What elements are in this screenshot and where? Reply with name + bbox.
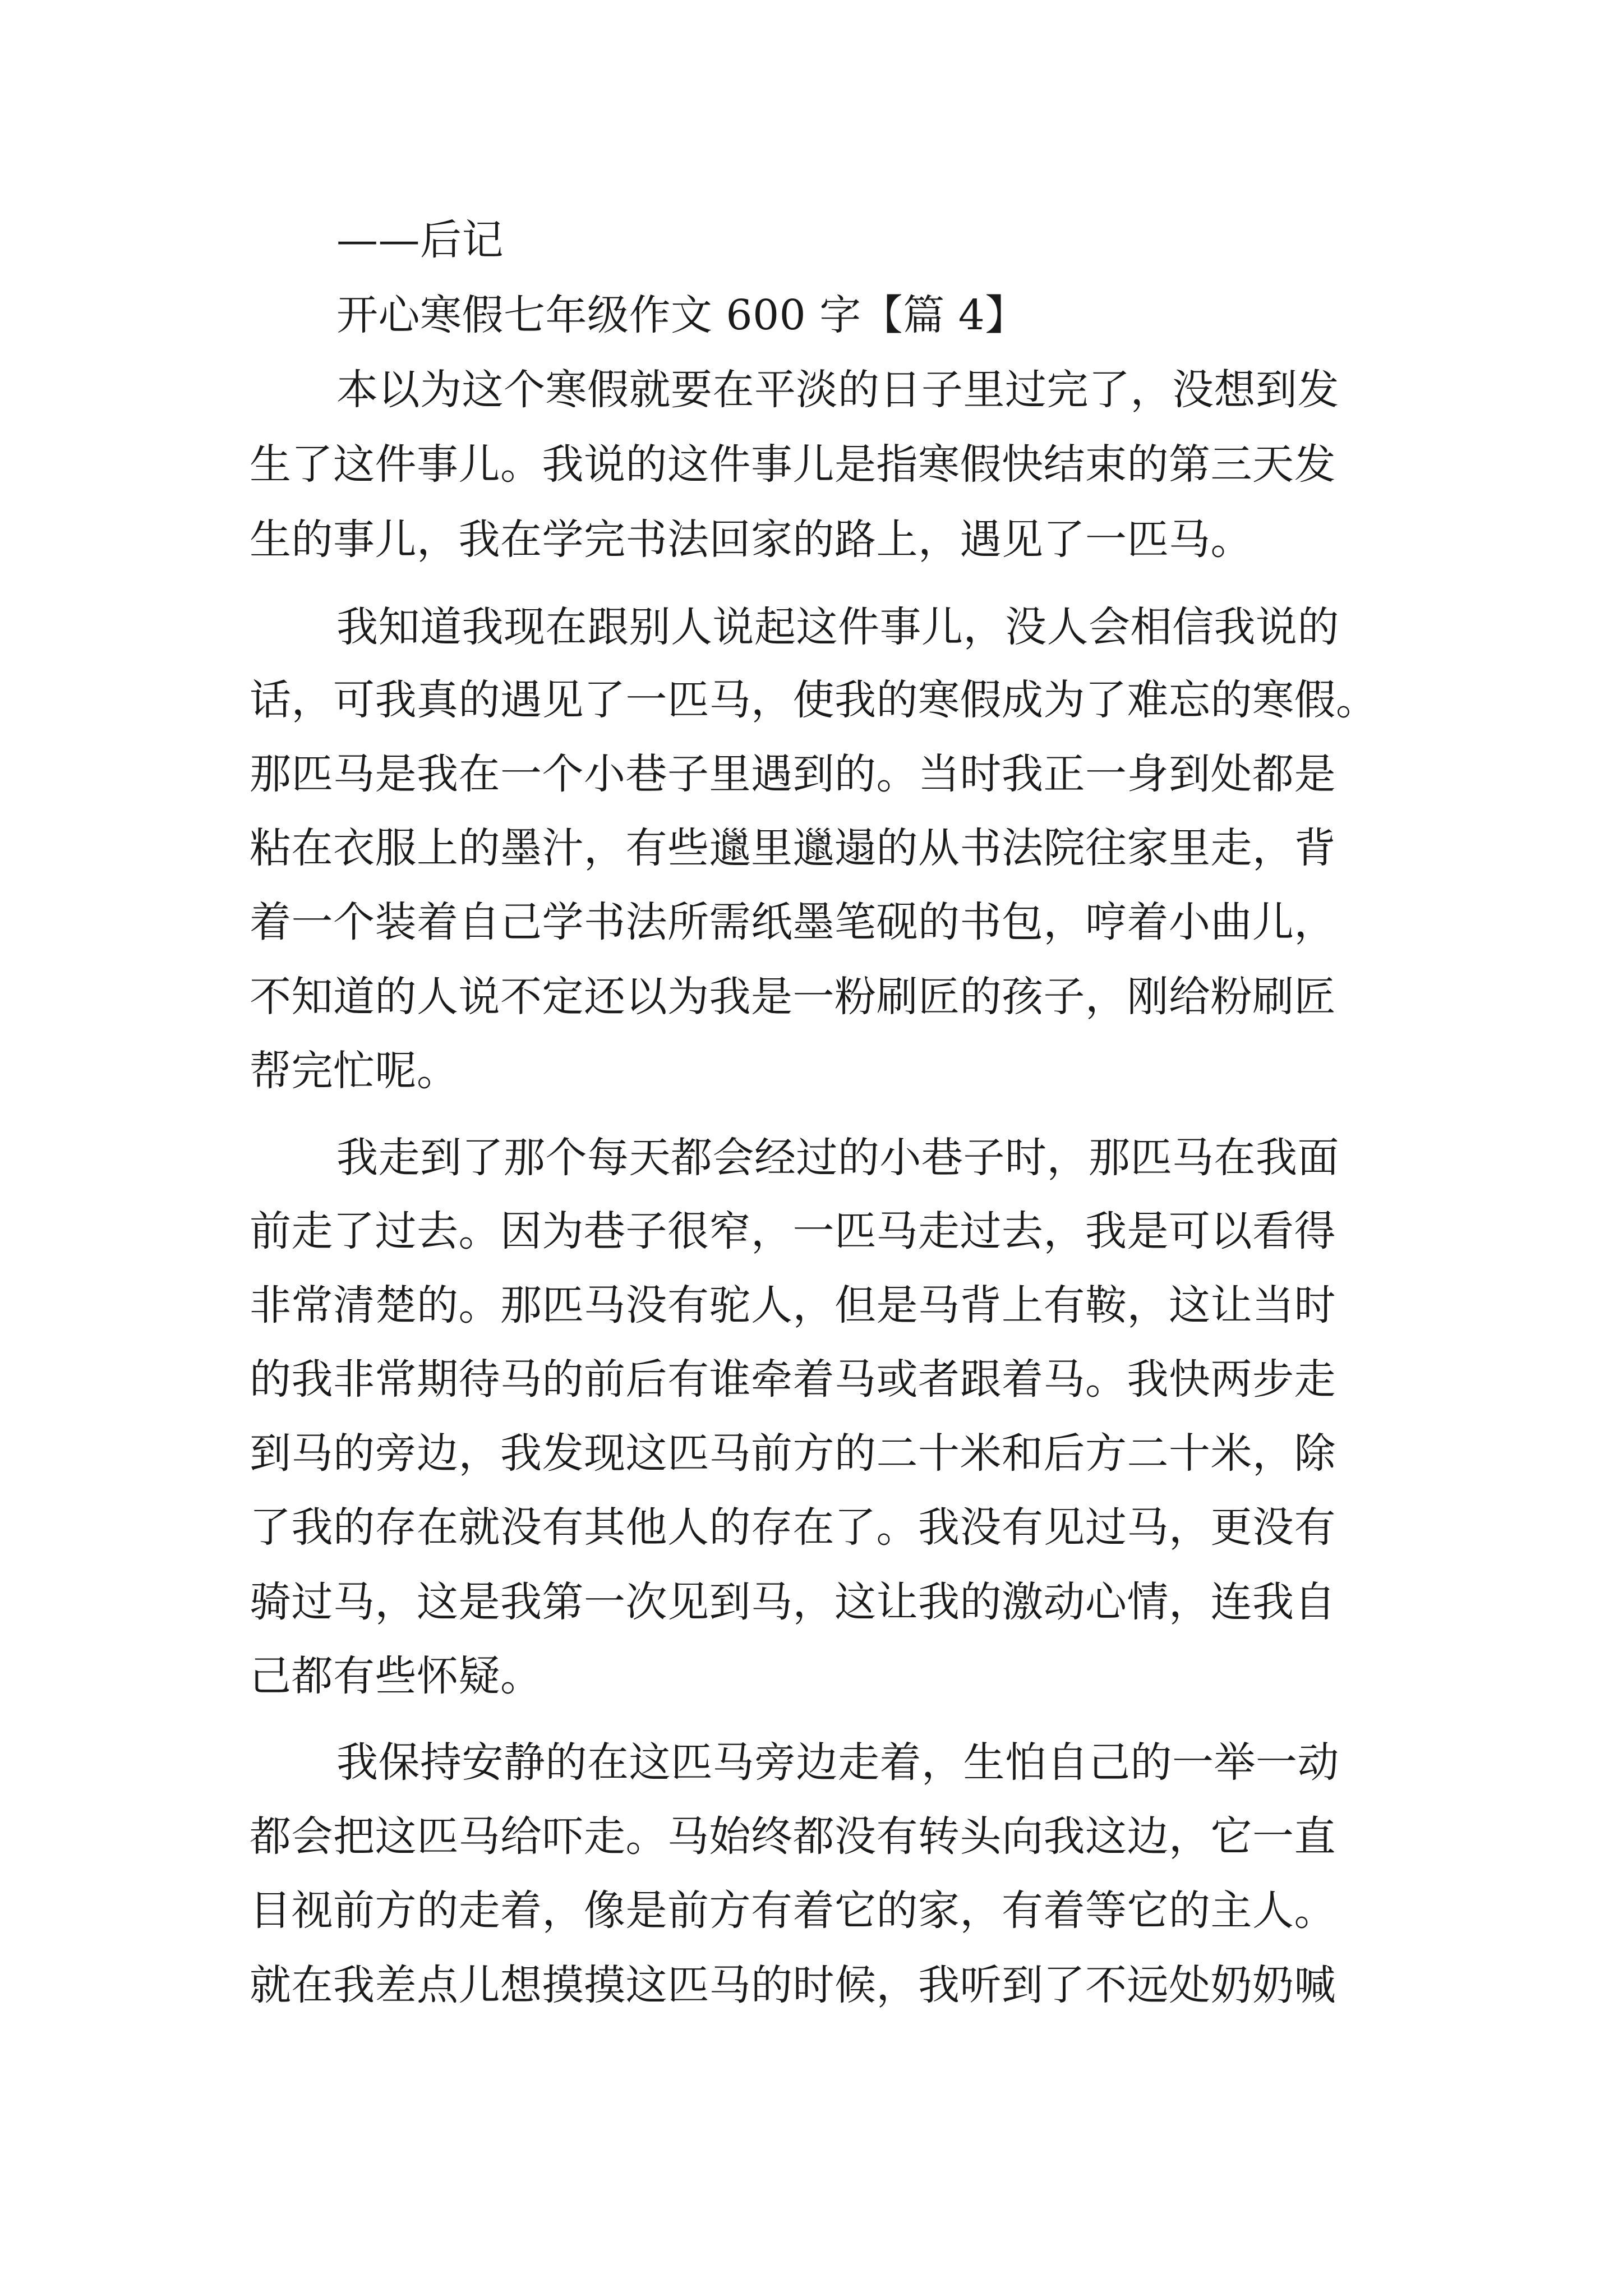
paragraph-4-line-3: 目视前方的走着，像是前方有着它的家，有着等它的主人。 bbox=[250, 1887, 1336, 1935]
section-heading: 开心寒假七年级作文 600 字【篇 4】 bbox=[336, 291, 1027, 339]
paragraph-2-line-6: 不知道的人说不定还以为我是一粉刷匠的孩子，刚给粉刷匠 bbox=[250, 973, 1336, 1021]
paragraph-1-line-1: 本以为这个寒假就要在平淡的日子里过完了，没想到发 bbox=[336, 366, 1339, 414]
paragraph-3-line-7: 骑过马，这是我第一次见到马，这让我的激动心情，连我自 bbox=[250, 1578, 1336, 1626]
paragraph-3-line-1: 我走到了那个每天都会经过的小巷子时，那匹马在我面 bbox=[336, 1134, 1339, 1182]
paragraph-2-line-2: 话，可我真的遇见了一匹马，使我的寒假成为了难忘的寒假。 bbox=[250, 676, 1378, 724]
paragraph-1-line-2: 生了这件事儿。我说的这件事儿是指寒假快结束的第三天发 bbox=[250, 440, 1336, 489]
paragraph-2-line-1: 我知道我现在跟别人说起这件事儿，没人会相信我说的 bbox=[336, 603, 1339, 651]
paragraph-3-line-2: 前走了过去。因为巷子很窄，一匹马走过去，我是可以看得 bbox=[250, 1207, 1336, 1255]
paragraph-4-line-2: 都会把这匹马给吓走。马始终都没有转头向我这边，它一直 bbox=[250, 1812, 1336, 1861]
paragraph-3-line-8: 己都有些怀疑。 bbox=[250, 1652, 542, 1700]
paragraph-2-line-7: 帮完忙呢。 bbox=[250, 1047, 459, 1095]
paragraph-1-line-3: 生的事儿，我在学完书法回家的路上，遇见了一匹马。 bbox=[250, 516, 1252, 564]
paragraph-3-line-5: 到马的旁边，我发现这匹马前方的二十米和后方二十米，除 bbox=[250, 1429, 1336, 1478]
paragraph-3-line-6: 了我的存在就没有其他人的存在了。我没有见过马，更没有 bbox=[250, 1503, 1336, 1552]
paragraph-2-line-3: 那匹马是我在一个小巷子里遇到的。当时我正一身到处都是 bbox=[250, 750, 1336, 798]
paragraph-3-line-4: 的我非常期待马的前后有谁牵着马或者跟着马。我快两步走 bbox=[250, 1355, 1336, 1404]
paragraph-4-line-1: 我保持安静的在这匹马旁边走着，生怕自己的一举一动 bbox=[336, 1738, 1339, 1787]
paragraph-4-line-4: 就在我差点儿想摸摸这匹马的时候，我听到了不远处奶奶喊 bbox=[250, 1961, 1336, 2009]
paragraph-3-line-3: 非常清楚的。那匹马没有驼人，但是马背上有鞍，这让当时 bbox=[250, 1281, 1336, 1329]
afterword-line: ——后记 bbox=[336, 216, 504, 264]
paragraph-2-line-4: 粘在衣服上的墨汁，有些邋里邋遢的从书法院往家里走，背 bbox=[250, 824, 1336, 872]
paragraph-2-line-5: 着一个装着自己学书法所需纸墨笔砚的书包，哼着小曲儿， bbox=[250, 898, 1336, 946]
